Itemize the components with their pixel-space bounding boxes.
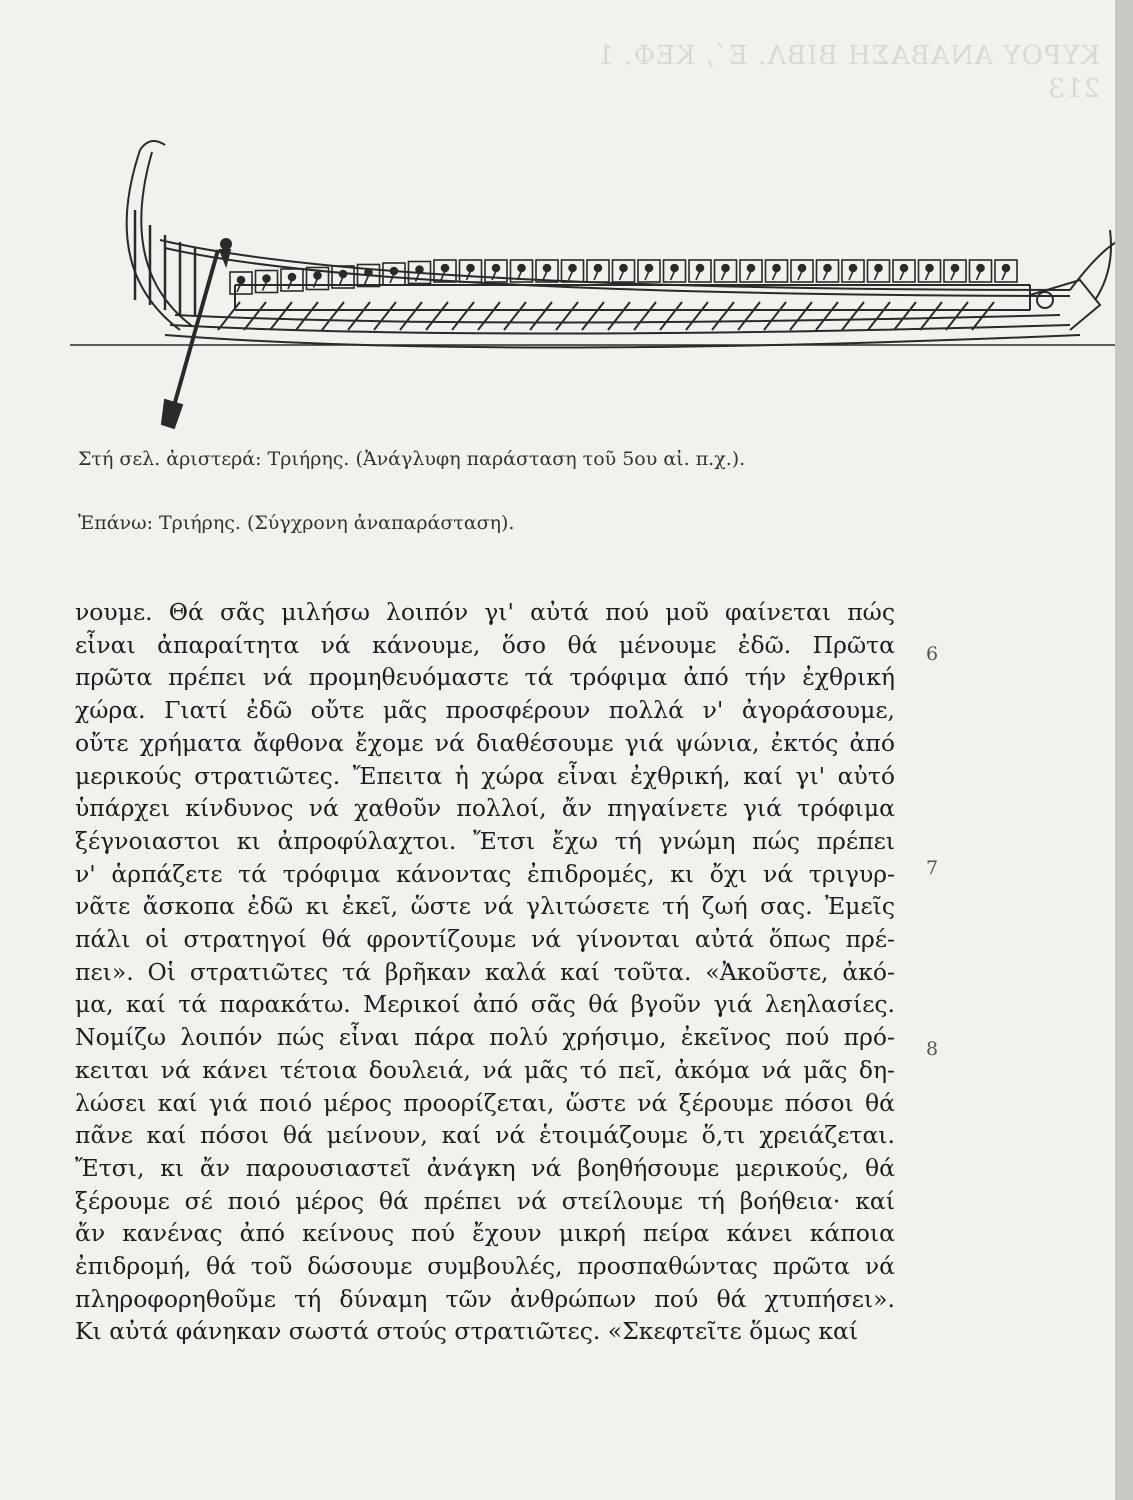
page-binding — [1115, 0, 1133, 1500]
text-line: ν' ἁρπάζετε τά τρόφιμα κάνοντας ἐπιδρομές, κι ὄχι νά τριγυρ- — [75, 859, 895, 888]
text-line: λώσει καί γιά ποιό μέρος προορίζεται, ὥστε νά ξέρουμε πόσοι θά — [75, 1088, 895, 1117]
trireme-illustration — [70, 130, 1115, 430]
bleed-page-number: 213 — [1047, 74, 1100, 104]
text-line: πληροφορηθοῦμε τή δύναμη τῶν ἀνθρώπων πού θά χτυπήσει». — [75, 1284, 895, 1313]
caption-above: Ἐπάνω: Τριήρης. (Σύγχρονη ἀναπαράσταση). — [78, 512, 515, 534]
text-line: ὑπάρχει κίνδυνος νά χαθοῦν πολλοί, ἄν πηγαίνετε γιά τρόφιμα — [75, 794, 895, 823]
text-line: μερικούς στρατιῶτες. Ἔπειτα ἡ χώρα εἶναι ἐχθρική, καί γι' αὐτό — [75, 761, 895, 790]
text-line: ἐπιδρομή, θά τοῦ δώσουμε συμβουλές, προσπαθώντας πρῶτα νά — [75, 1252, 895, 1281]
text-line: εἶναι ἀπαραίτητα νά κάνουμε, ὅσο θά μένουμε ἐδῶ. Πρῶτα — [75, 630, 895, 659]
margin-number-8: 8 — [926, 1038, 939, 1060]
text-line: πάλι οἱ στρατηγοί θά φροντίζουμε νά γίνονται αὐτά ὅπως πρέ- — [75, 925, 895, 954]
text-line: οὔτε χρήματα ἄφθονα ἔχομε νά διαθέσουμε γιά ψώνια, ἐκτός ἀπό — [75, 728, 895, 757]
text-line: πᾶνε καί πόσοι θά μείνουν, καί νά ἑτοιμάζουμε ὅ,τι χρειάζεται. — [75, 1121, 895, 1150]
text-line: μα, καί τά παρακάτω. Μερικοί ἀπό σᾶς θά βγοῦν γιά λεηλασίες. — [75, 990, 895, 1019]
text-line: πρῶτα πρέπει νά προμηθευόμαστε τά τρόφιμα ἀπό τήν ἐχθρική — [75, 663, 895, 692]
body-text — [75, 596, 895, 1348]
bleed-through-text — [60, 40, 1100, 106]
caption-left: Στή σελ. ἀριστερά: Τριήρης. (Ἀνάγλυφη παράσταση τοῦ 5ου αἰ. π.χ.). — [78, 448, 746, 470]
text-line: νουμε. Θά σᾶς μιλήσω λοιπόν γι' αὐτά πού μοῦ φαίνεται πώς — [75, 598, 895, 626]
text-line: ξέρουμε σέ ποιό μέρος θά πρέπει νά στείλουμε τή βοήθεια· καί — [75, 1186, 895, 1215]
bleed-header: ΚΥΡΟΥ ΑΝΑΒΑΣΗ ΒΙΒΛ. Ε΄, ΚΕΦ. 1 — [596, 41, 1100, 71]
text-line: κειται νά κάνει τέτοια δουλειά, νά μᾶς τό πεῖ, ἀκόμα νά μᾶς δη- — [75, 1055, 895, 1084]
margin-number-7: 7 — [926, 857, 939, 879]
text-line: ξέγνοιαστοι κι ἀπροφύλαχτοι. Ἔτσι ἔχω τή γνώμη πώς πρέπει — [75, 826, 895, 855]
text-line: πει». Οἱ στρατιῶτες τά βρῆκαν καλά καί τοῦτα. «Ἀκοῦστε, ἀκό- — [75, 957, 895, 986]
text-line: χώρα. Γιατί ἐδῶ οὔτε μᾶς προσφέρουν πολλά ν' ἀγοράσουμε, — [75, 696, 895, 725]
text-line: νᾶτε ἄσκοπα ἐδῶ κι ἐκεῖ, ὥστε νά γλιτώσετε τή ζωή σας. Ἐμεῖς — [75, 892, 895, 921]
text-line: Νομίζω λοιπόν πώς εἶναι πάρα πολύ χρήσιμο, ἐκεῖνος πού πρό- — [75, 1023, 895, 1052]
text-line: ἄν κανένας ἀπό κείνους πού ἔχουν μικρή πείρα κάνει κάποια — [75, 1219, 895, 1248]
margin-number-6: 6 — [926, 643, 939, 665]
text-line: Ἔτσι, κι ἄν παρουσιαστεῖ ἀνάγκη νά βοηθήσουμε μερικούς, θά — [75, 1153, 895, 1182]
text-line: Κι αὐτά φάνηκαν σωστά στούς στρατιῶτες. «Σκεφτεῖτε ὅμως καί — [75, 1317, 859, 1346]
